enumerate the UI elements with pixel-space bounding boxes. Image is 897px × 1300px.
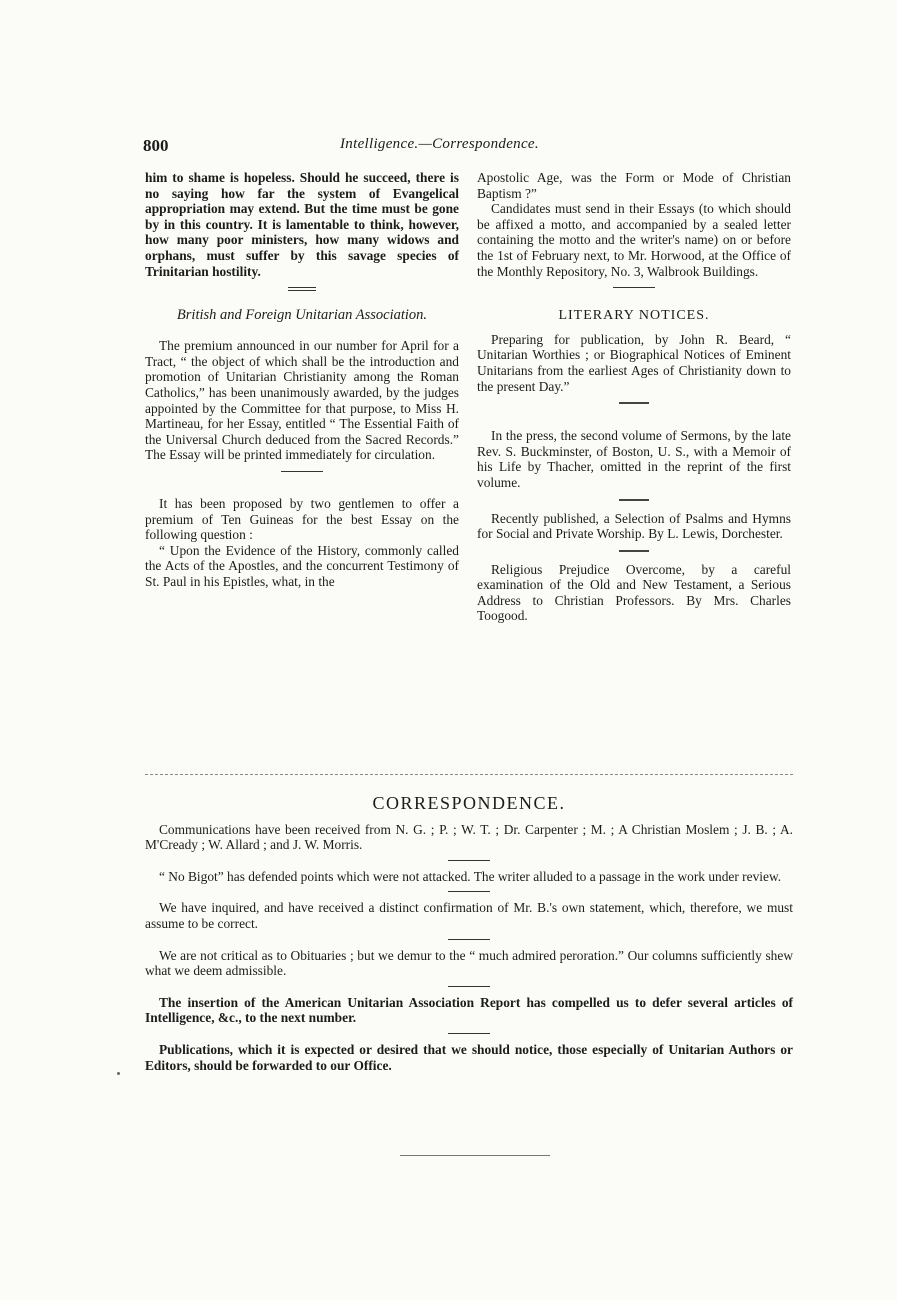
obituaries-note: We are not critical as to Obituaries ; but we demur to the “ much admired peroration.” Our columns sufficiently shew what we deem admissible. — [145, 947, 793, 979]
trinitarian-hostility-paragraph: him to shame is hopeless. Should he succeed, there is no saying how far the system of Evangelical appropriation may extend. But the time must be gone by in this country. It is lamentable to think, however, how many poor ministers, how many widows and orphans, must suffer by this savage species of Trinitarian hostility. — [145, 170, 459, 279]
association-heading: British and Foreign Unitarian Association. — [176, 307, 428, 324]
literary-notices-heading: LITERARY NOTICES. — [558, 308, 710, 324]
publications-note: Publications, which it is expected or desired that we should notice, those especially of Unitarian Authors or Editors, should be forwarded to our Office. — [145, 1041, 793, 1073]
correspondence-divider — [448, 939, 490, 940]
essay-proposal-paragraph: It has been proposed by two gentlemen to offer a premium of Ten Guineas for the best Essay on the following question : — [145, 495, 459, 543]
notice-sermons: In the press, the second volume of Sermons, by the late Rev. S. Buckminster, of Boston, U. S., with a Memoir of his Life by Thacher, omitted in the reprint of the first volume. — [477, 428, 791, 490]
correspondence-divider — [448, 860, 490, 861]
notice-religious-prejudice: Religious Prejudice Overcome, by a careful examination of the Old and New Testament, a Serious Address to Christian Professors. By Mrs. Charles Toogood. — [477, 561, 791, 624]
notice-divider — [619, 402, 649, 404]
correspondence-section — [145, 793, 793, 1073]
correspondence-heading: CORRESPONDENCE. — [372, 793, 566, 813]
report-insertion-note: The insertion of the American Unitarian Association Report has compelled us to defer several articles of Intelligence, &c., to the next number. — [145, 994, 793, 1026]
bottom-rule — [400, 1155, 550, 1156]
inquired-note: We have inquired, and have received a distinct confirmation of Mr. B.'s own statement, which, therefore, we must assume to be correct. — [145, 900, 793, 931]
correspondence-divider — [448, 1033, 490, 1034]
notice-divider — [619, 499, 649, 501]
right-column — [477, 170, 791, 624]
baptism-question-paragraph: Apostolic Age, was the Form or Mode of Christian Baptism ?” — [477, 170, 791, 201]
running-head: Intelligence.—Correspondence. — [340, 136, 539, 152]
correspondence-divider — [448, 986, 490, 987]
page-number: 800 — [143, 136, 169, 155]
left-column — [145, 170, 459, 589]
full-width-rule — [145, 774, 793, 775]
section-divider — [613, 287, 655, 288]
communications-received: Communications have been received from N. G. ; P. ; W. T. ; Dr. Carpenter ; M. ; A Christian Moslem ; J. B. ; A. M'Cready ; W. Allard ; and J. W. Morris. — [145, 821, 793, 853]
notice-unitarian-worthies: Preparing for publication, by John R. Beard, “ Unitarian Worthies ; or Biographical Notices of Eminent Unitarians from the earliest Ages of Christianity down to the present Day.” — [477, 331, 791, 394]
correspondence-divider — [448, 891, 490, 892]
notice-divider — [619, 550, 649, 552]
ink-speck — [117, 1072, 120, 1075]
candidates-paragraph: Candidates must send in their Essays (to which should be affixed a motto, and accompanied by a sealed letter containing the motto and the writer's name) on or before the 1st of February next, to Mr. Horwood, at the Office of the Monthly Repository, No. 3, Walbrook Buildings. — [477, 201, 791, 279]
notice-psalms-hymns: Recently published, a Selection of Psalms and Hymns for Social and Private Worship. By L. Lewis, Dorchester. — [477, 510, 791, 542]
premium-paragraph: The premium announced in our number for April for a Tract, “ the object of which shall be the introduction and promotion of Unitarian Christianity among the Roman Catholics,” has been unanimously awarded, by the judges appointed by the Committee for that purpose, to Miss H. Martineau, for her Essay, entitled “ The Essential Faith of the Universal Church deduced from the Sacred Records.” The Essay will be printed immediately for circulation. — [145, 338, 459, 463]
section-divider — [281, 471, 323, 472]
no-bigot-note: “ No Bigot” has defended points which were not attacked. The writer alluded to a passage in the work under review. — [159, 868, 782, 884]
essay-question-paragraph: “ Upon the Evidence of the History, commonly called the Acts of the Apostles, and the concurrent Testimony of St. Paul in his Epistles, what, in the — [145, 542, 459, 589]
ornament-divider — [288, 287, 316, 291]
